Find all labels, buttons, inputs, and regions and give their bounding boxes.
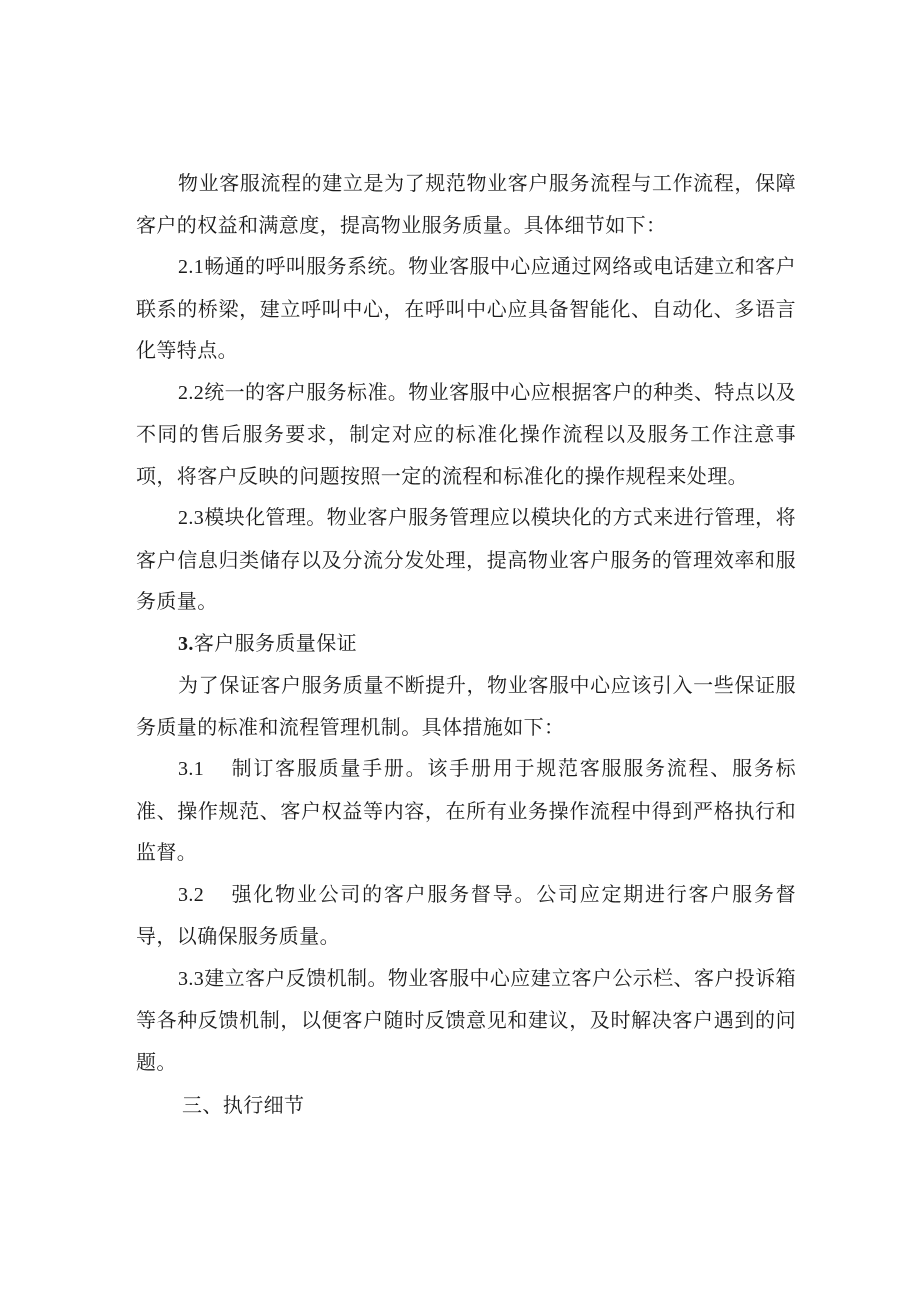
section-number: 3.3 <box>178 967 205 990</box>
paragraph-text: 模块化管理。物业客户服务管理应以模块化的方式来进行管理，将客户信息归类储存以及分流分发处理，提高物业客户服务的管理效率和服务质量。 <box>136 505 796 613</box>
section-number: 3. <box>178 632 194 655</box>
intro-paragraph <box>136 163 796 246</box>
section-2-2-paragraph <box>136 372 796 498</box>
section-3-intro-paragraph <box>136 665 796 748</box>
paragraph-text: 建立客户反馈机制。物业客服中心应建立客户公示栏、客户投诉箱等各种反馈机制，以便客户随时反馈意见和建议，及时解决客户遇到的问题。 <box>136 965 796 1074</box>
section-number: 3.2 <box>178 883 205 906</box>
paragraph-text: 畅通的呼叫服务系统。物业客服中心应通过网络或电话建立和客户联系的桥梁，建立呼叫中心，在呼叫中心应具备智能化、自动化、多语言化等特点。 <box>136 254 796 362</box>
section-number: 2.2 <box>178 381 205 404</box>
document-body <box>136 163 796 1127</box>
paragraph-text: 为了保证客户服务质量不断提升，物业客服中心应该引入一些保证服务质量的标准和流程管理机制。具体措施如下： <box>136 673 796 739</box>
heading-text: 三、执行细节 <box>182 1093 305 1117</box>
section-number: 2.3 <box>178 507 205 529</box>
section-2-3-paragraph <box>136 497 796 623</box>
section-three-heading <box>136 1085 796 1127</box>
paragraph-text: 强化物业公司的客户服务督导。公司应定期进行客户服务督导，以确保服务质量。 <box>136 881 796 948</box>
section-3-3-paragraph <box>136 958 796 1084</box>
section-3-heading <box>136 623 796 666</box>
section-number: 2.1 <box>178 256 205 278</box>
section-3-2-paragraph <box>136 874 796 958</box>
heading-text: 客户服务质量保证 <box>193 630 358 655</box>
paragraph-text: 物业客服流程的建立是为了规范物业客户服务流程与工作流程，保障客户的权益和满意度，提高物业服务质量。具体细节如下： <box>136 171 796 237</box>
section-number: 3.1 <box>178 758 205 780</box>
paragraph-text: 制订客服质量手册。该手册用于规范客服服务流程、服务标准、操作规范、客户权益等内容，在所有业务操作流程中得到严格执行和监督。 <box>136 756 796 864</box>
section-2-1-paragraph <box>136 246 796 372</box>
section-3-1-paragraph <box>136 748 796 874</box>
paragraph-text: 统一的客户服务标准。物业客服中心应根据客户的种类、特点以及不同的售后服务要求，制定对应的标准化操作流程以及服务工作注意事项，将客户反映的问题按照一定的流程和标准化的操作规程来处理。 <box>136 379 796 488</box>
